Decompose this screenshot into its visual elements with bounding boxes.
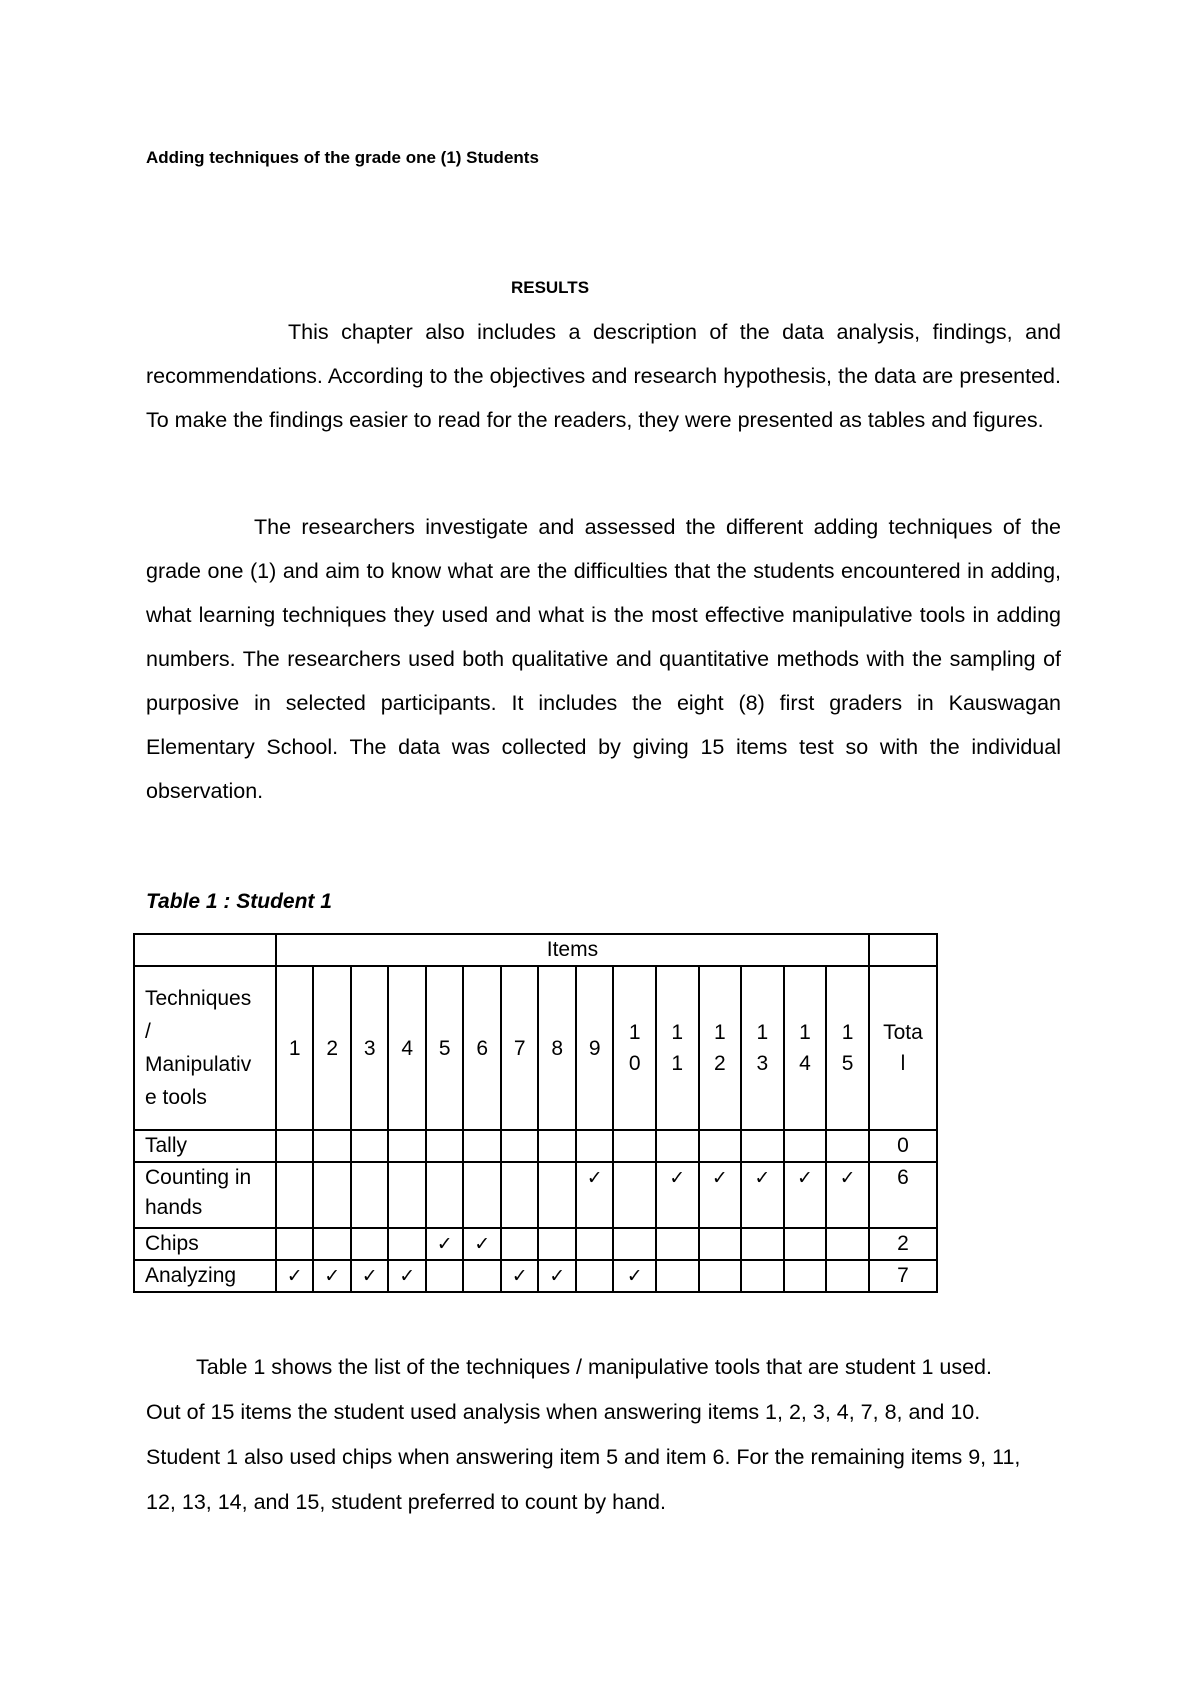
empty-cell bbox=[276, 1130, 314, 1162]
empty-cell bbox=[351, 1162, 389, 1228]
check-mark-icon: ✓ bbox=[538, 1260, 576, 1292]
empty-cell bbox=[741, 1260, 784, 1292]
item-number-header bbox=[388, 966, 426, 1130]
row-total: 6 bbox=[869, 1162, 937, 1228]
check-mark-icon: ✓ bbox=[613, 1260, 656, 1292]
empty-cell bbox=[276, 1228, 314, 1260]
empty-cell bbox=[501, 1228, 539, 1260]
document-header: Adding techniques of the grade one (1) Students bbox=[146, 148, 539, 167]
table-row bbox=[134, 1260, 937, 1292]
technique-header-line: e tools bbox=[145, 1086, 207, 1109]
empty-cell bbox=[784, 1260, 827, 1292]
empty-cell bbox=[576, 1228, 614, 1260]
results-table bbox=[133, 933, 938, 1293]
section-title: RESULTS bbox=[510, 278, 590, 297]
summary-line: Student 1 also used chips when answering item 5 and item 6. For the remaining items 9, 11, bbox=[146, 1445, 1021, 1469]
empty-cell bbox=[699, 1260, 742, 1292]
item-number-digit: 1 bbox=[628, 1021, 641, 1044]
empty-cell bbox=[613, 1130, 656, 1162]
empty-cell bbox=[741, 1228, 784, 1260]
item-number-digit: 5 bbox=[438, 1036, 451, 1060]
table-corner-cell-right bbox=[869, 934, 937, 966]
item-number-header bbox=[538, 966, 576, 1130]
item-number-header bbox=[501, 966, 539, 1130]
empty-cell bbox=[388, 1228, 426, 1260]
empty-cell bbox=[656, 1130, 699, 1162]
empty-cell bbox=[538, 1130, 576, 1162]
summary-paragraph bbox=[146, 1345, 1086, 1525]
item-number-header bbox=[741, 966, 784, 1130]
empty-cell bbox=[426, 1162, 464, 1228]
technique-header-line: / bbox=[145, 1020, 151, 1043]
technique-header bbox=[134, 966, 276, 1130]
item-number-digit: 9 bbox=[588, 1036, 601, 1060]
item-number-digit: 8 bbox=[551, 1036, 563, 1060]
check-mark-icon: ✓ bbox=[463, 1228, 501, 1260]
item-number-digit: 3 bbox=[363, 1036, 376, 1060]
item-number-digit: 4 bbox=[799, 1052, 811, 1075]
empty-cell bbox=[388, 1130, 426, 1162]
item-number-header bbox=[826, 966, 869, 1130]
table-row bbox=[134, 1162, 937, 1228]
item-number-digit: 1 bbox=[288, 1036, 301, 1060]
empty-cell bbox=[538, 1228, 576, 1260]
check-mark-icon: ✓ bbox=[826, 1162, 869, 1228]
empty-cell bbox=[699, 1130, 742, 1162]
check-mark-icon: ✓ bbox=[388, 1260, 426, 1292]
item-number-header bbox=[351, 966, 389, 1130]
empty-cell bbox=[501, 1162, 539, 1228]
total-header-line: Tota bbox=[883, 1021, 923, 1044]
empty-cell bbox=[501, 1130, 539, 1162]
technique-label: Chips bbox=[134, 1228, 276, 1260]
empty-cell bbox=[313, 1162, 351, 1228]
item-number-digit: 2 bbox=[713, 1052, 726, 1075]
empty-cell bbox=[613, 1228, 656, 1260]
table-corner-cell bbox=[134, 934, 276, 966]
empty-cell bbox=[351, 1228, 389, 1260]
row-total: 0 bbox=[869, 1130, 937, 1162]
technique-label: Analyzing bbox=[134, 1260, 276, 1292]
table-caption: Table 1 : Student 1 bbox=[146, 890, 332, 913]
item-number-digit: 1 bbox=[713, 1021, 726, 1044]
technique-label: Counting in hands bbox=[134, 1162, 276, 1228]
empty-cell bbox=[576, 1130, 614, 1162]
empty-cell bbox=[826, 1260, 869, 1292]
empty-cell bbox=[656, 1260, 699, 1292]
empty-cell bbox=[699, 1228, 742, 1260]
item-number-header bbox=[426, 966, 464, 1130]
empty-cell bbox=[313, 1130, 351, 1162]
check-mark-icon: ✓ bbox=[313, 1260, 351, 1292]
empty-cell bbox=[351, 1130, 389, 1162]
check-mark-icon: ✓ bbox=[741, 1162, 784, 1228]
check-mark-icon: ✓ bbox=[351, 1260, 389, 1292]
intro-paragraph: This chapter also includes a description of the data analysis, findings, and recommendations. According to the objectives and research hypothesis, the data are presented. To make the findings easier to read for the readers, they were presented as tables and figures. bbox=[146, 320, 1061, 432]
technique-label: Tally bbox=[134, 1130, 276, 1162]
total-header bbox=[869, 966, 937, 1130]
item-number-digit: 1 bbox=[671, 1052, 684, 1075]
check-mark-icon: ✓ bbox=[501, 1260, 539, 1292]
empty-cell bbox=[784, 1228, 827, 1260]
empty-cell bbox=[538, 1162, 576, 1228]
empty-cell bbox=[741, 1130, 784, 1162]
item-number-digit: 2 bbox=[326, 1036, 338, 1060]
technique-header-line: Manipulativ bbox=[145, 1053, 252, 1076]
check-mark-icon: ✓ bbox=[426, 1228, 464, 1260]
item-number-digit: 1 bbox=[756, 1021, 769, 1044]
item-number-header bbox=[313, 966, 351, 1130]
empty-cell bbox=[576, 1260, 614, 1292]
summary-line: Out of 15 items the student used analysis when answering items 1, 2, 3, 4, 7, 8, and 10. bbox=[146, 1400, 981, 1424]
item-number-header bbox=[656, 966, 699, 1130]
method-paragraph: The researchers investigate and assessed the different adding techniques of the grade one (1) and aim to know what are the difficulties that the students encountered in adding, what learning techniques they used and what is the most effective manipulative tools in adding numbers. The researchers used both qualitative and quantitative methods with the sampling of purposive in selected participants. It includes the eight (8) first graders in Kauswagan Elementary School. The data was collected by giving 15 items test so with the individual observation. bbox=[146, 515, 1061, 803]
empty-cell bbox=[656, 1228, 699, 1260]
empty-cell bbox=[313, 1228, 351, 1260]
item-number-header bbox=[276, 966, 314, 1130]
total-header-line: l bbox=[900, 1052, 906, 1075]
check-mark-icon: ✓ bbox=[656, 1162, 699, 1228]
item-number-digit: 6 bbox=[476, 1036, 488, 1060]
item-number-digit: 7 bbox=[513, 1036, 526, 1060]
empty-cell bbox=[426, 1130, 464, 1162]
item-number-digit: 1 bbox=[841, 1021, 854, 1044]
row-total: 2 bbox=[869, 1228, 937, 1260]
empty-cell bbox=[784, 1130, 827, 1162]
technique-header-line: Techniques bbox=[145, 987, 252, 1010]
check-mark-icon: ✓ bbox=[576, 1162, 614, 1228]
empty-cell bbox=[426, 1260, 464, 1292]
item-number-digit: 4 bbox=[401, 1036, 413, 1060]
item-number-header bbox=[576, 966, 614, 1130]
item-number-digit: 0 bbox=[628, 1052, 641, 1075]
empty-cell bbox=[826, 1130, 869, 1162]
empty-cell bbox=[388, 1162, 426, 1228]
item-number-header bbox=[463, 966, 501, 1130]
summary-line: Table 1 shows the list of the techniques / manipulative tools that are student 1 used. bbox=[196, 1355, 992, 1379]
item-number-header bbox=[699, 966, 742, 1130]
empty-cell bbox=[463, 1260, 501, 1292]
empty-cell bbox=[826, 1228, 869, 1260]
check-mark-icon: ✓ bbox=[276, 1260, 314, 1292]
item-number-digit: 1 bbox=[799, 1021, 811, 1044]
item-number-digit: 5 bbox=[841, 1052, 854, 1075]
summary-line: 12, 13, 14, and 15, student preferred to count by hand. bbox=[146, 1490, 666, 1514]
item-number-digit: 3 bbox=[756, 1052, 769, 1075]
item-number-header bbox=[784, 966, 827, 1130]
item-number-header bbox=[613, 966, 656, 1130]
table-row bbox=[134, 1228, 937, 1260]
empty-cell bbox=[463, 1130, 501, 1162]
check-mark-icon: ✓ bbox=[699, 1162, 742, 1228]
item-number-digit: 1 bbox=[671, 1021, 684, 1044]
row-total: 7 bbox=[869, 1260, 937, 1292]
check-mark-icon: ✓ bbox=[784, 1162, 827, 1228]
empty-cell bbox=[463, 1162, 501, 1228]
items-header: Items bbox=[276, 934, 869, 966]
empty-cell bbox=[276, 1162, 314, 1228]
table-row bbox=[134, 1130, 937, 1162]
empty-cell bbox=[613, 1162, 656, 1228]
